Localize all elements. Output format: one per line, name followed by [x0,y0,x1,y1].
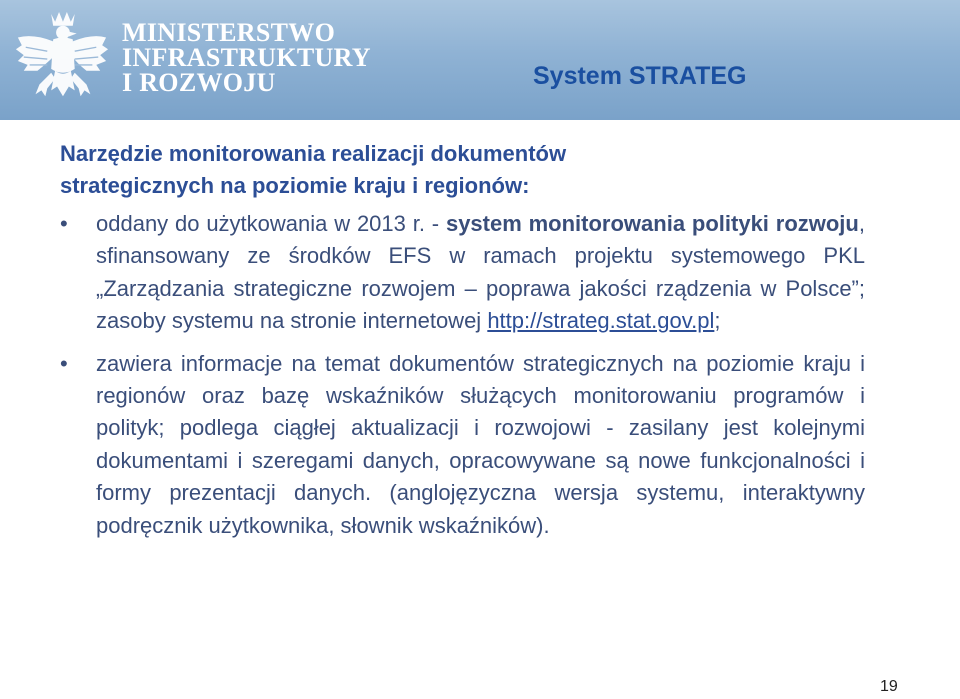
bullet-list [60,208,865,542]
page-number: 19 [880,678,898,695]
bullet-2-text: zawiera informacje na temat dokumentów strategicznych na poziomie kraju i regionów oraz bazę wskaźników służących monitorowaniu programów i polityk; podlega ciągłej aktualizacji i rozwojowi - zasilany jest kolejnymi dokumentami i szeregami danych, opracowywane są nowe funkcjonalności i formy prezentacji danych. (anglojęzyczna wersja systemu, interaktywny podręcznik użytkownika, słownik wskaźników). [96,350,865,538]
bullet-1-text-start: oddany do użytkowania w 2013 r. - [96,211,446,236]
bullet-dot-icon: • [60,211,68,236]
system-title: System STRATEG [533,62,747,90]
strateg-website-link[interactable]: http://strateg.stat.gov.pl [487,308,715,334]
slide-content [60,138,865,542]
bullet-dot-icon: • [60,350,68,376]
ministry-line-3: I ROZWOJU [122,68,276,97]
heading-line-1: Narzędzie monitorowania realizacji dokumentów [60,141,567,166]
bullet-1-bold-text: system monitorowania polityki rozwoju [445,211,859,236]
header-banner [0,0,960,120]
section-heading [60,138,865,202]
ministry-line-1: MINISTERSTWO [122,18,336,47]
ministry-name [122,20,371,95]
bullet-item-1 [60,208,865,338]
bullet-item-2 [60,348,865,542]
bullet-1-text-end: ; [714,308,721,334]
ministry-line-2: INFRASTRUKTURY [122,43,371,72]
polish-eagle-emblem-icon [12,8,110,112]
heading-line-2: strategicznych na poziomie kraju i regionów: [60,173,530,198]
bullet-1-text-middle: , sfinansowany ze środków EFS w ramach projektu systemowego PKL „Zarządzania strategiczne rozwojem – poprawa jakości rządzenia w Polsce”; zasoby systemu na stronie internetowej [96,211,865,334]
